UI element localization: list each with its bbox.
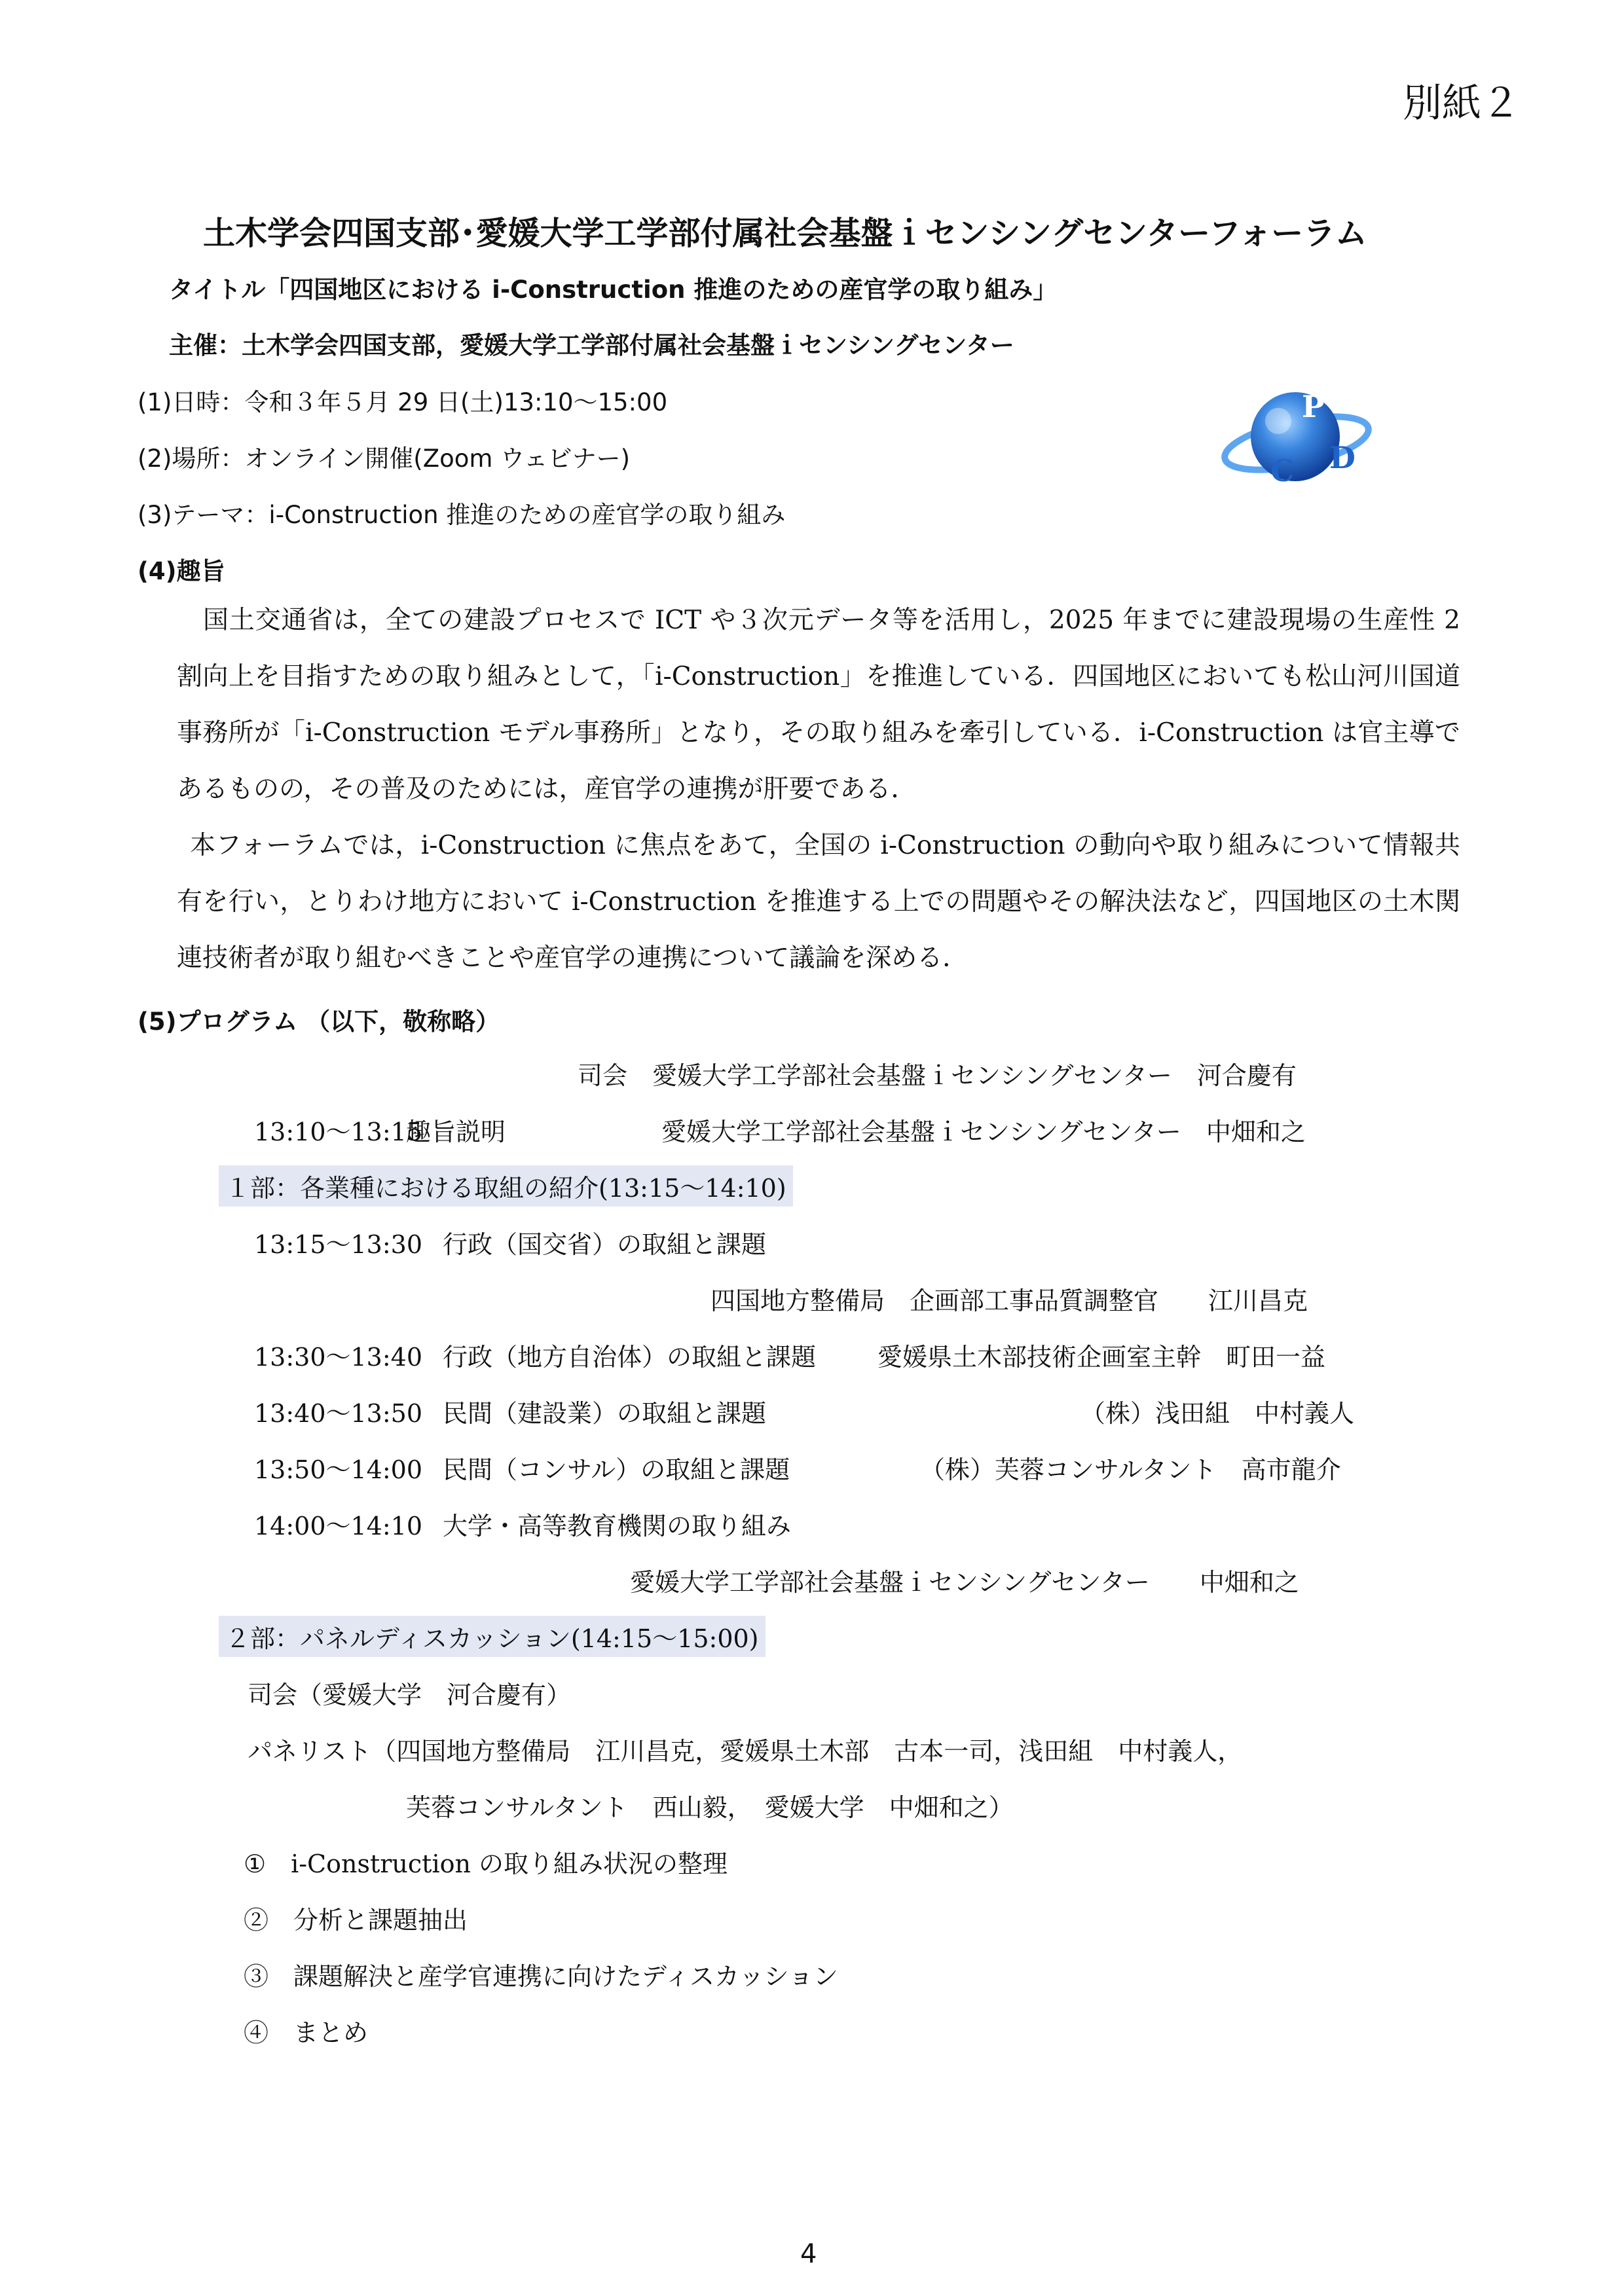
appendix-label: 別紙２ (1403, 81, 1521, 126)
part1-item-1-speaker: 四国地方整備局 企画部工事品質調整官 江川昌克 (710, 1286, 1308, 1315)
theme-line: (3)テーマ：i-Construction 推進のための産官学の取り組み (138, 501, 786, 529)
part1-item-3-time: 13:40～13:50 (254, 1399, 423, 1428)
part1-item-2-title: 行政（地方自治体）の取組と課題 (443, 1343, 817, 1372)
datetime-line: (1)日時：令和３年５月 29 日(土)13:10～15:00 (138, 388, 668, 416)
panelists-line-2: 芙蓉コンサルタント 西山毅， 愛媛大学 中畑和之） (406, 1793, 1014, 1822)
part1-item-3-title: 民間（建設業）の取組と課題 (443, 1399, 767, 1428)
opening-time: 13:10～13:15 (254, 1118, 423, 1146)
logo-letter-d: D (1329, 440, 1356, 475)
part1-item-1-title: 行政（国交省）の取組と課題 (443, 1230, 767, 1259)
panelists-line-1: パネリスト（四国地方整備局 江川昌克，愛媛県土木部 古本一司，浅田組 中村義人， (248, 1737, 1243, 1766)
part1-item-4-time: 13:50～14:00 (254, 1455, 423, 1484)
opening-title: 趣旨説明 (406, 1118, 506, 1146)
part1-item-5-speaker: 愛媛大学工学部社会基盤ｉセンシングセンター 中畑和之 (630, 1568, 1299, 1597)
part2-mc: 司会（愛媛大学 河合慶有） (248, 1681, 572, 1709)
program-mc-line: 司会 愛媛大学工学部社会基盤ｉセンシングセンター 河合慶有 (578, 1061, 1297, 1090)
part1-item-4-speaker: （株）芙蓉コンサルタント 高市龍介 (920, 1455, 1341, 1484)
part1-item-1-time: 13:15～13:30 (254, 1230, 423, 1259)
logo-letter-c: C (1270, 453, 1295, 488)
purpose-heading: (4)趣旨 (138, 557, 225, 585)
organizer-line: 主催：土木学会四国支部，愛媛大学工学部付属社会基盤ｉセンシングセンター (169, 331, 1014, 359)
document-title: 土木学会四国支部･愛媛大学工学部付属社会基盤ｉセンシングセンターフォーラム (203, 215, 1367, 252)
page-number: 4 (800, 2239, 817, 2269)
topic-item: ③ 課題解決と産学官連携に向けたディスカッション (244, 1962, 838, 1991)
part1-heading: １部：各業種における取組の紹介(13:15～14:10) (219, 1165, 793, 1207)
cpd-logo-icon (1218, 383, 1375, 494)
forum-subtitle: タイトル「四国地区における i-Construction 推進のための産官学の取り組み」 (169, 276, 1058, 304)
part1-item-5-time: 14:00～14:10 (254, 1512, 423, 1540)
part1-item-5-title: 大学・高等教育機関の取り組み (443, 1512, 792, 1540)
part1-item-2-time: 13:30～13:40 (254, 1343, 423, 1372)
program-heading: (5)プログラム （以下，敬称略） (138, 1008, 500, 1036)
part1-item-2-speaker: 愛媛県土木部技術企画室主幹 町田一益 (877, 1343, 1326, 1372)
logo-letter-p: P (1302, 389, 1325, 424)
purpose-paragraph-2: 本フォーラムでは，i-Construction に焦点をあて，全国の i-Construction の動向や取り組みについて情報共有を行い，とりわけ地方において i-Construction を推進する上での問題やその解決法など，四国地区の土木関連技術者が取り組むべきことや産官学の連携について議論を深める． (177, 831, 1460, 973)
part2-heading: ２部：パネルディスカッション(14:15～15:00) (219, 1616, 766, 1657)
purpose-paragraph-1: 国土交通省は，全ての建設プロセスで ICT や３次元データ等を活用し，2025 年までに建設現場の生産性 2 割向上を目指すための取り組みとして，「i-Construction」を推進している．四国地区においても松山河川国道事務所が「i-Construction モデル事務所」となり，その取り組みを牽引している．i-Construction は官主導であるものの，その普及のためには，産官学の連携が肝要である． (177, 606, 1460, 804)
topic-item: ① i-Construction の取り組み状況の整理 (244, 1850, 728, 1878)
part1-item-4-title: 民間（コンサル）の取組と課題 (443, 1455, 790, 1484)
place-line: (2)場所：オンライン開催(Zoom ウェビナー) (138, 445, 631, 473)
topic-item: ② 分析と課題抽出 (244, 1906, 468, 1935)
opening-speaker: 愛媛大学工学部社会基盤ｉセンシングセンター 中畑和之 (661, 1118, 1306, 1146)
topic-item: ④ まとめ (244, 2018, 369, 2047)
part1-item-3-speaker: （株）浅田組 中村義人 (1080, 1399, 1355, 1428)
